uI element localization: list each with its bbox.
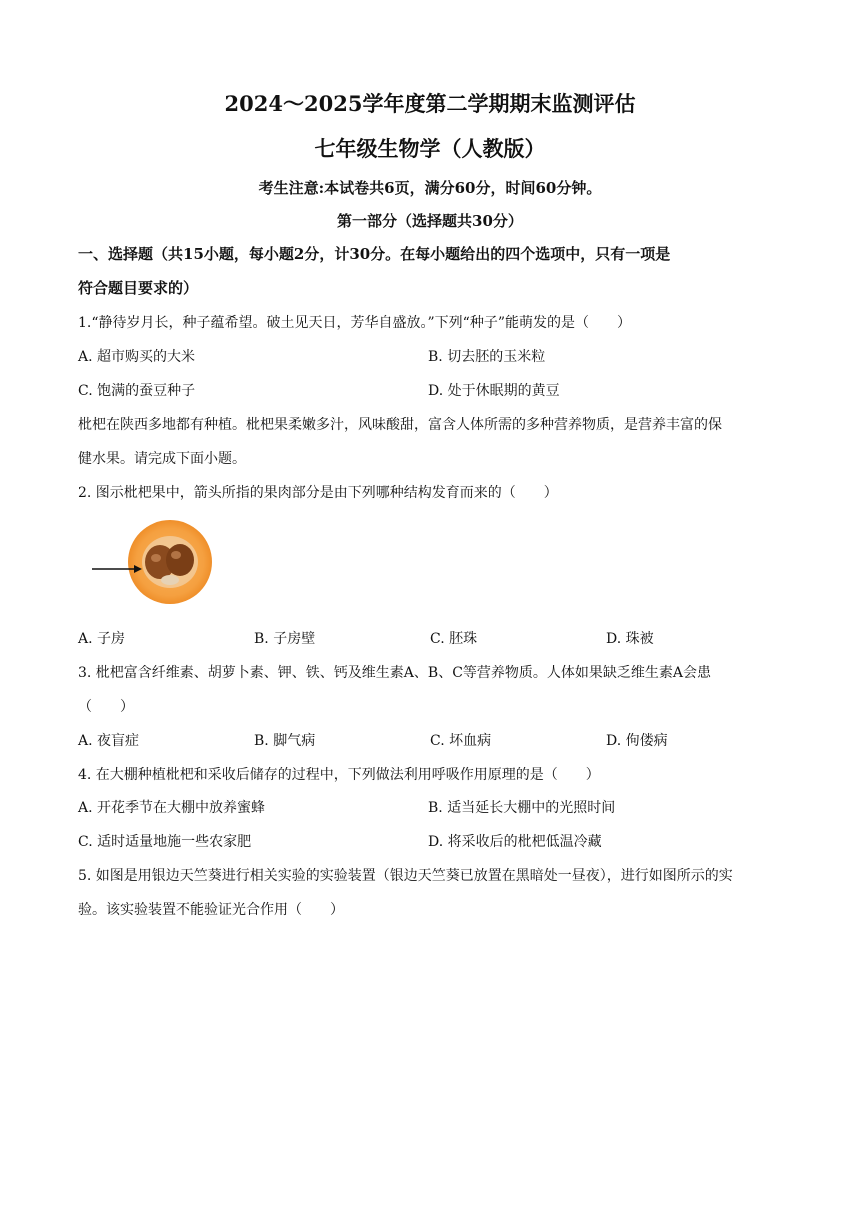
context-line1: 枇杷在陕西多地都有种植。枇杷果柔嫩多汁，风味酸甜，富含人体所需的多种营养物质，是营养丰富的保 [78, 417, 722, 433]
q1-option-b[interactable]: B. 切去胚的玉米粒 [428, 349, 546, 365]
q1-stem: 1.“静待岁月长，种子蕴希望。破土见天日，芳华自盛放。”下列“种子”能萌发的是（ ） [78, 315, 631, 331]
q2-option-b[interactable]: B. 子房壁 [254, 631, 316, 647]
exam-title: 2024～2025学年度第二学期期末监测评估 [224, 91, 636, 116]
section-heading-line2: 符合题目要求的） [78, 279, 199, 297]
loquat-figure [86, 512, 226, 612]
q3-stem-line2: （ ） [78, 699, 134, 715]
q3-option-d[interactable]: D. 佝偻病 [606, 733, 668, 749]
q1-option-c[interactable]: C. 饱满的蚕豆种子 [78, 383, 196, 399]
q1-option-d[interactable]: D. 处于休眠期的黄豆 [428, 383, 560, 399]
q2-option-c[interactable]: C. 胚珠 [430, 631, 478, 647]
exam-subtitle: 七年级生物学（人教版） [314, 136, 546, 161]
q4-option-a[interactable]: A. 开花季节在大棚中放养蜜蜂 [78, 800, 266, 816]
loquat-fruit-icon [128, 520, 212, 604]
q1-option-a[interactable]: A. 超市购买的大米 [78, 349, 196, 365]
q4-option-d[interactable]: D. 将采收后的枇杷低温冷藏 [428, 834, 602, 850]
q3-stem-line1: 3. 枇杷富含纤维素、胡萝卜素、钾、铁、钙及维生素A、B、C等营养物质。人体如果缺乏维生素A会患 [78, 665, 712, 681]
q3-option-c[interactable]: C. 坏血病 [430, 733, 492, 749]
q5-stem-line2: 验。该实验装置不能验证光合作用（ ） [78, 902, 344, 918]
q4-stem: 4. 在大棚种植枇杷和采收后储存的过程中，下列做法利用呼吸作用原理的是（ ） [78, 767, 600, 783]
context-line2: 健水果。请完成下面小题。 [78, 451, 246, 467]
q3-option-b[interactable]: B. 脚气病 [254, 733, 316, 749]
part-heading: 第一部分（选择题共30分） [337, 212, 523, 230]
q5-stem-line1: 5. 如图是用银边天竺葵进行相关实验的实验装置（银边天竺葵已放置在黑暗处一昼夜），进行如图所示的实 [78, 868, 733, 884]
arrow-icon [92, 565, 142, 573]
section-heading-line1: 一、选择题（共15小题，每小题2分，计30分。在每小题给出的四个选项中，只有一项是 [78, 245, 671, 263]
q3-option-a[interactable]: A. 夜盲症 [78, 733, 140, 749]
q2-stem: 2. 图示枇杷果中，箭头所指的果肉部分是由下列哪种结构发育而来的（ ） [78, 485, 558, 501]
q4-option-b[interactable]: B. 适当延长大棚中的光照时间 [428, 800, 616, 816]
q2-option-d[interactable]: D. 珠被 [606, 631, 654, 647]
q2-option-a[interactable]: A. 子房 [78, 631, 126, 647]
exam-notice: 考生注意:本试卷共6页，满分60分，时间60分钟。 [258, 179, 602, 197]
q4-option-c[interactable]: C. 适时适量地施一些农家肥 [78, 834, 252, 850]
